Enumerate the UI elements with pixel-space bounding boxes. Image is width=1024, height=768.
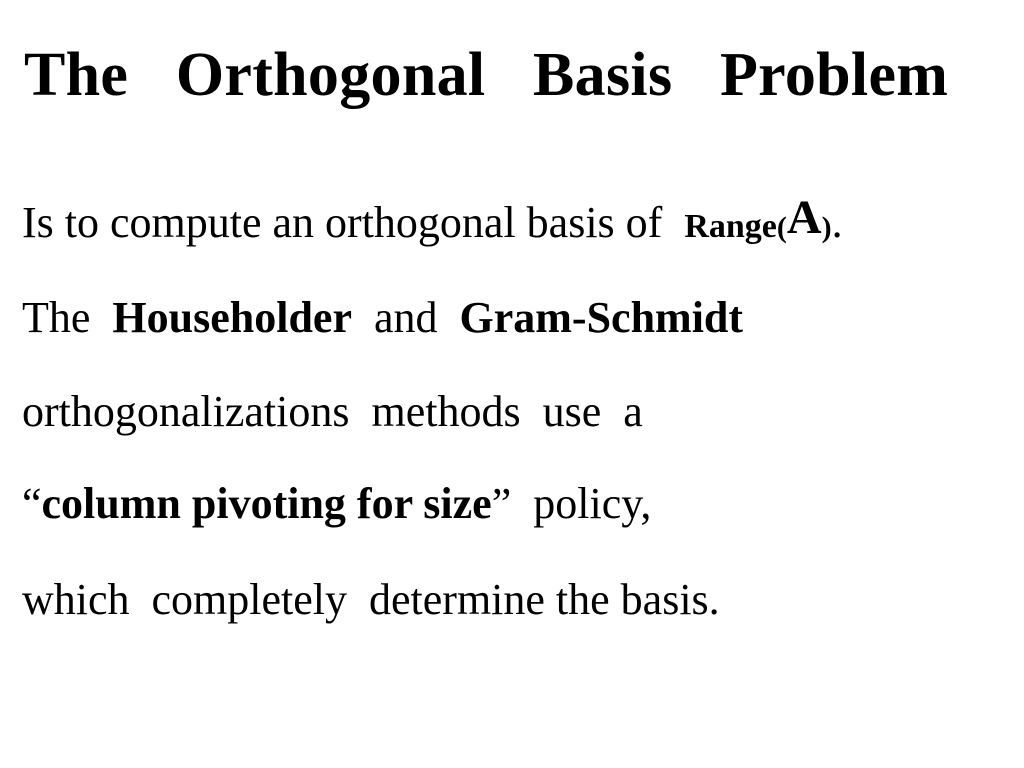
gram-schmidt-term: Gram-Schmidt bbox=[459, 293, 744, 342]
open-quote: “ bbox=[22, 479, 42, 528]
range-word: Range bbox=[684, 208, 777, 245]
text-line-4 bbox=[22, 479, 652, 528]
text-line-1 bbox=[22, 191, 843, 247]
line2-and: and bbox=[351, 293, 460, 342]
text-line-2 bbox=[22, 293, 744, 342]
matrix-a: A bbox=[786, 191, 822, 244]
line1-text: Is to compute an orthogonal basis of bbox=[22, 198, 685, 247]
line4-suffix: policy, bbox=[511, 479, 652, 528]
close-quote: ” bbox=[491, 479, 512, 528]
line1-period: . bbox=[831, 198, 843, 247]
householder-term: Householder bbox=[112, 293, 352, 342]
line3-text: orthogonalizations methods use a bbox=[22, 387, 643, 436]
pivoting-policy-term: column pivoting for size bbox=[41, 479, 492, 528]
close-paren: ) bbox=[821, 211, 832, 244]
open-paren: ( bbox=[776, 211, 787, 244]
line2-prefix: The bbox=[22, 293, 113, 342]
text-line-3 bbox=[22, 387, 643, 436]
slide-title: The Orthogonal Basis Problem bbox=[24, 41, 949, 109]
text-line-5 bbox=[22, 575, 720, 624]
line5-text: which completely determine the basis. bbox=[22, 575, 720, 624]
